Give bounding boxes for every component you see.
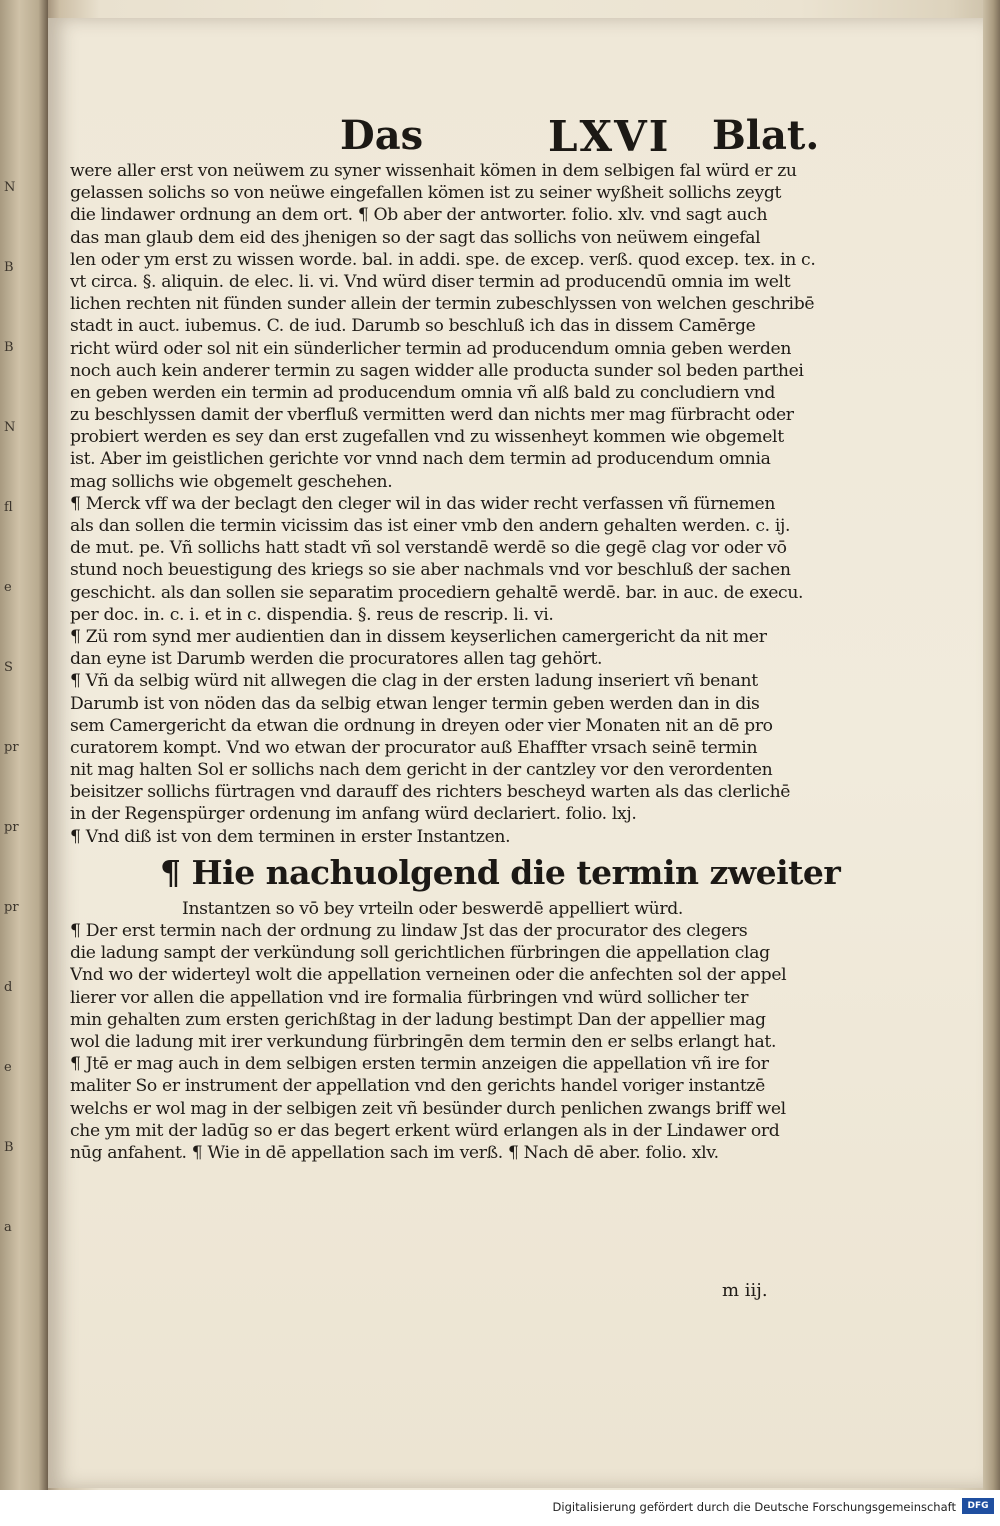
- text-line: per doc. in. c. i. et in c. dispendia. §. reus de rescrip. li. vi.: [70, 604, 554, 625]
- text-line: nūg anfahent. ¶ Wie in dē appellation sach im verß. ¶ Nach dē aber. folio. xlv.: [70, 1142, 719, 1163]
- text-line: richt würd oder sol nit ein sünderlicher termin ad producendum omnia geben werden: [70, 338, 792, 359]
- text-line: stadt in auct. iubemus. C. de iud. Darumb so beschluß ich das in dissem Camērge: [70, 316, 756, 337]
- text-line: ¶ Merck vff wa der beclagt den cleger wil in das wider recht verfassen vñ fürnemen: [70, 493, 776, 514]
- body-text: [70, 160, 841, 1164]
- text-line: ¶ Zü rom synd mer audientien dan in dissem keyserlichen camergericht da nit mer: [70, 626, 767, 647]
- footer-bar: [0, 1490, 1000, 1526]
- text-line: Vnd wo der widerteyl wolt die appellation verneinen oder die anfechten sol der appel: [70, 965, 787, 986]
- left-page-fragment: N: [4, 180, 16, 195]
- text-line: das man glaub dem eid des jhenigen so der sagt das sollichs von neüwem eingefal: [70, 227, 761, 248]
- text-line: ¶ Vñ da selbig würd nit allwegen die clag in der ersten ladung inseriert vñ benant: [70, 671, 758, 692]
- left-page-fragment: e: [4, 580, 12, 595]
- left-page-fragment: fl: [4, 500, 13, 515]
- left-page-edge: [0, 0, 48, 1490]
- text-line: probiert werden es sey dan erst zugefallen vnd zu wissenheyt kommen wie obgemelt: [70, 427, 784, 448]
- text-line: che ym mit der ladūg so er das begert erkent würd erlangen als in der Lindawer ord: [70, 1120, 780, 1141]
- text-line: geschicht. als dan sollen sie separatim procediern gehaltē werdē. bar. in auc. de execu.: [70, 582, 804, 603]
- text-line: sem Camergericht da etwan die ordnung in dreyen oder vier Monaten nit an dē pro: [70, 715, 773, 736]
- left-page-fragment: B: [4, 260, 14, 275]
- left-page-fragment: pr: [4, 900, 19, 915]
- text-line: curatorem kompt. Vnd wo etwan der procurator auß Ehaffter vrsach seinē termin: [70, 737, 758, 758]
- text-line: len oder ym erst zu wissen worde. bal. in addi. spe. de excep. verß. quod excep. tex. in c.: [70, 249, 816, 270]
- text-line: ¶ Der erst termin nach der ordnung zu lindaw Jst das der procurator des clegers: [70, 921, 748, 941]
- left-page-fragment: pr: [4, 740, 19, 755]
- header-right: Blat.: [712, 112, 820, 159]
- text-line: welchs er wol mag in der selbigen zeit vñ besünder durch penlichen zwangs briff wel: [70, 1098, 786, 1119]
- section-heading: ¶ Hie nachuolgend die termin zweiter: [160, 852, 841, 892]
- text-line: lierer vor allen die appellation vnd ire formalia fürbringen vnd würd sollicher ter: [70, 987, 749, 1008]
- left-page-fragment: d: [4, 980, 13, 995]
- text-line: de mut. pe. Vñ sollichs hatt stadt vñ sol verstandē werdē so die gegē clag vor oder vō: [70, 538, 787, 559]
- folio-number: LXVI: [548, 112, 671, 161]
- text-line: beisitzer sollichs fürtragen vnd darauff des richters bescheyd warten als das clerlichē: [70, 782, 791, 803]
- text-line: were aller erst von neüwem zu syner wissenhait kömen in dem selbigen fal würd er zu: [70, 161, 797, 181]
- footer-credit: Digitalisierung gefördert durch die Deutsche Forschungsgemeinschaft: [552, 1500, 956, 1514]
- text-line: gelassen solichs so von neüwe eingefallen kömen ist zu seiner wyßheit sollichs zeygt: [70, 183, 782, 204]
- text-line: en geben werden ein termin ad producendum omnia vñ alß bald zu concludiern vnd: [70, 382, 776, 403]
- text-line: die lindawer ordnung an dem ort. ¶ Ob aber der antworter. folio. xlv. vnd sagt auch: [70, 205, 768, 226]
- text-line: wol die ladung mit irer verkundung fürbringēn dem termin den er selbs erlangt hat.: [70, 1031, 777, 1052]
- left-page-fragment: B: [4, 340, 14, 355]
- text-line: nit mag halten Sol er sollichs nach dem gericht in der cantzley vor den verordenten: [70, 760, 773, 781]
- left-page-fragment: B: [4, 1140, 14, 1155]
- text-line: Darumb ist von nöden das da selbig etwan lenger termin geben werden dan in dis: [70, 693, 760, 714]
- text-line: die ladung sampt der verkündung soll gerichtlichen fürbringen die appellation clag: [70, 943, 770, 964]
- dfg-logo: DFG: [962, 1498, 994, 1514]
- signature-mark: m iij.: [722, 1280, 768, 1301]
- text-line: ¶ Vnd diß ist von dem terminen in erster Instantzen.: [70, 826, 511, 847]
- text-line: als dan sollen die termin vicissim das ist einer vmb den andern gehalten werden. c. ij.: [70, 516, 791, 536]
- text-line: stund noch beuestigung des kriegs so sie aber nachmals vnd vor beschluß der sachen: [70, 560, 791, 581]
- left-page-fragment: N: [4, 420, 16, 435]
- left-page-fragment: pr: [4, 820, 19, 835]
- text-line: noch auch kein anderer termin zu sagen widder alle producta sunder sol beden parthei: [70, 360, 804, 381]
- header-left: Das: [340, 112, 424, 159]
- left-page-fragment: e: [4, 1060, 12, 1075]
- section-subheading: Instantzen so vō bey vrteiln oder beswerdē appelliert würd.: [182, 898, 684, 919]
- text-line: lichen rechten nit fünden sunder allein der termin zubeschlyssen von welchen geschribē: [70, 294, 815, 315]
- text-line: ist. Aber im geistlichen gerichte vor vnnd nach dem termin ad producendum omnia: [70, 449, 771, 470]
- text-line: ¶ Jtē er mag auch in dem selbigen ersten termin anzeigen die appellation vñ ire for: [70, 1054, 769, 1075]
- page-fore-edge: [983, 0, 1000, 1490]
- text-line: vt circa. §. aliquin. de elec. li. vi. Vnd würd diser termin ad producendū omnia im welt: [70, 271, 791, 292]
- running-header: [0, 112, 1000, 162]
- text-line: mag sollichs wie obgemelt geschehen.: [70, 471, 393, 492]
- text-line: min gehalten zum ersten gerichßtag in der ladung bestimpt Dan der appellier mag: [70, 1009, 766, 1030]
- left-page-fragment: S: [4, 660, 13, 675]
- text-line: in der Regenspürger ordenung im anfang würd declariert. folio. lxj.: [70, 804, 637, 825]
- text-line: zu beschlyssen damit der vberfluß vermitten werd dan nichts mer mag fürbracht oder: [70, 405, 794, 426]
- left-page-fragment: a: [4, 1220, 12, 1235]
- text-line: dan eyne ist Darumb werden die procuratores allen tag gehört.: [70, 649, 603, 670]
- text-line: maliter So er instrument der appellation vnd den gerichts handel voriger instantzē: [70, 1076, 765, 1097]
